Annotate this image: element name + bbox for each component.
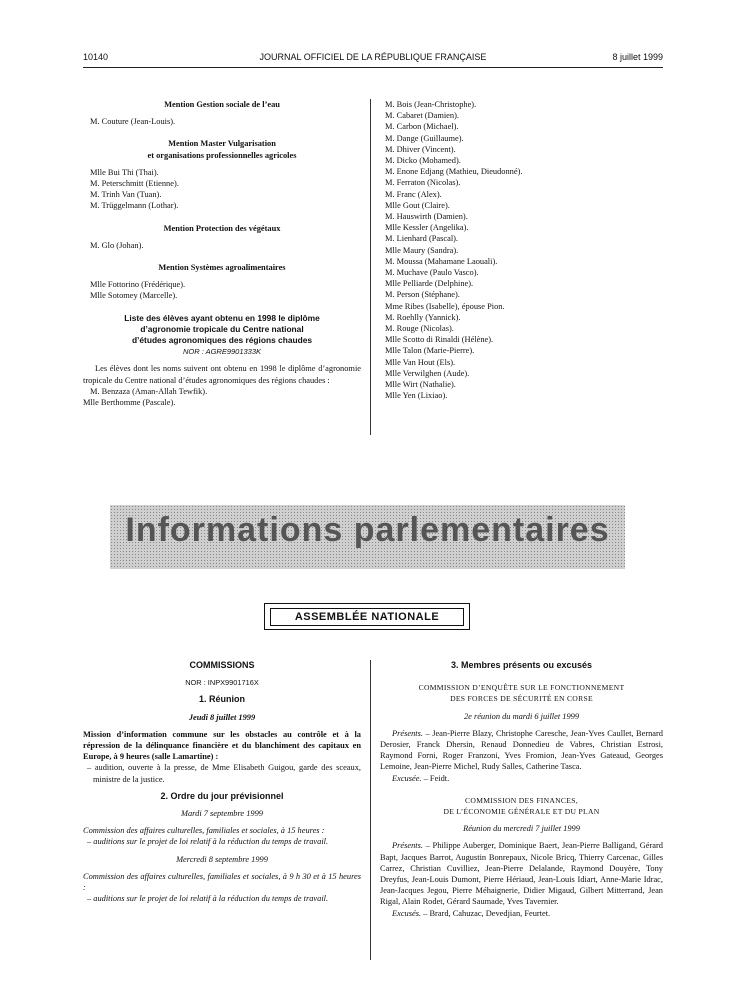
list-item: M. Enone Edjang (Mathieu, Dieudonné). — [385, 167, 523, 177]
nor-reference: NOR : INPX9901716X — [185, 678, 259, 688]
column-divider-top — [370, 99, 371, 435]
reunion-title: 1. Réunion — [198, 694, 245, 705]
mission-text: Mission d’information commune sur les obstacles au contrôle et à la répression de la délinquance financière et du blanchiment des capitaux en Europe, à 9 heures (salle Lamartine) : — [83, 729, 361, 762]
commission-title: DE L’ÉCONOMIE GÉNÉRALE ET DU PLAN — [443, 807, 600, 817]
members-present — [380, 728, 663, 773]
list-item: M. Dhiver (Vincent). — [385, 144, 456, 154]
day1-item: – auditions sur le projet de loi relatif à la réduction du temps de travail. — [87, 837, 329, 847]
list-item: M. Dange (Guillaume). — [385, 133, 464, 143]
list-item: Mlle Pelliarde (Delphine). — [385, 279, 474, 289]
mention-gestion — [83, 99, 361, 127]
section-title: 3. Membres présents ou excusés — [450, 660, 593, 670]
issue-date: 8 juillet 1999 — [612, 52, 663, 62]
ordre-title: 2. Ordre du jour prévisionnel — [160, 790, 284, 801]
day1-date: Mardi 7 septembre 1999 — [181, 809, 263, 819]
page-number: 10140 — [83, 52, 109, 62]
list-item: M. Benzaza (Aman-Allah Tewfik). — [90, 386, 208, 396]
list-item: M. Roehlly (Yannick). — [385, 312, 461, 322]
day2-commission: Commission des affaires culturelles, familiales et sociales, à 9 h 30 et à 15 heures : — [83, 871, 361, 893]
day2-date: Mercredi 8 septembre 1999 — [176, 854, 268, 864]
reunion-date: Jeudi 8 juillet 1999 — [188, 712, 256, 722]
list-item: Mlle Fottorino (Frédérique). — [90, 280, 186, 290]
list-item: M. Rouge (Nicolas). — [385, 324, 454, 334]
commission-title: COMMISSION DES FINANCES, — [465, 795, 578, 805]
list-item: M. Lienhard (Pascal). — [385, 234, 459, 244]
journal-title: JOURNAL OFFICIEL DE LA RÉPUBLIQUE FRANÇAISE — [259, 52, 487, 62]
list-item: M. Hauswirth (Damien). — [385, 212, 468, 222]
list-item: M. Cabaret (Damien). — [385, 111, 459, 121]
list-item: M. Muchave (Paulo Vasco). — [385, 268, 479, 278]
mention-systemes — [83, 262, 361, 302]
list-item: Mlle Maury (Sandra). — [385, 245, 459, 255]
liste-title: Liste des élèves ayant obtenu en 1998 le diplôme — [124, 312, 320, 323]
mention-protection — [83, 223, 361, 251]
top-left-column — [83, 99, 361, 408]
nor-reference: NOR : AGRE9901333K — [182, 347, 262, 357]
assembly-title-box — [264, 603, 470, 630]
present-list: – Philippe Auberger, Dominique Baert, Jean-Pierre Balligand, Gérard Bapt, Jacques Barrot, Augustin Bonrepaux, Nicole Bricq, Thierry Carcenac, Gilles Carrez, Christian Cuvilliez, Jean-Pierre Delalande, Raymond Douyère, Tony Dreyfus, Jean-Louis Dumont, Pierre Hériaud, Jean-Louis Idiart, Anne-Marie Idrac, Jean-Jacques Jegou, Pierre Méhaignerie, Didier Migaud, Gilbert Mitterrand, Jean Rigal, Alain Rodet, Gérard Saumade, Yves Tavernier. — [380, 841, 663, 907]
liste-title: d’études agronomiques des régions chaudes — [131, 335, 313, 346]
commission-date: 2e réunion du mardi 6 juillet 1999 — [463, 711, 580, 721]
list-item: M. Dicko (Mohamed). — [385, 156, 461, 166]
column-divider-bottom — [370, 660, 371, 960]
bottom-right-column — [380, 660, 663, 919]
mission-item: – audition, ouverte à la presse, de Mme Elisabeth Guigou, garde des sceaux, ministre de la justice. — [87, 763, 361, 784]
list-item: M. Trüggelmann (Lothar). — [90, 201, 179, 211]
excused-label: Excusée. — [392, 773, 422, 783]
mention-title: Mention Master Vulgarisation — [168, 139, 276, 149]
list-item: Mme Ribes (Isabelle), épouse Pion. — [385, 301, 505, 311]
mention-title: Mention Protection des végétaux — [163, 223, 281, 233]
members-excused — [380, 908, 663, 919]
liste-intro: Les élèves dont les noms suivent ont obtenu en 1998 le diplôme d’agronomie tropicale du Centre national d’études agronomiques des régions chaudes : — [83, 364, 361, 385]
page-header — [83, 52, 663, 66]
section-title: COMMISSIONS — [189, 660, 255, 670]
mention-title: Mention Gestion sociale de l’eau — [164, 100, 280, 109]
excused-label: Excusés. — [392, 908, 422, 918]
list-item: M. Peterschmitt (Etienne). — [90, 179, 179, 189]
list-item: M. Franc (Alex). — [385, 189, 442, 199]
list-item: Mlle Van Hout (Els). — [385, 357, 456, 367]
list-item: M. Person (Stéphane). — [385, 290, 460, 300]
excused-list: – Brard, Cahuzac, Devedjian, Feurtet. — [421, 908, 551, 918]
mention-title: Mention Systèmes agroalimentaires — [158, 263, 286, 273]
list-item: Mlle Scotto di Rinaldi (Hélène). — [385, 335, 494, 345]
header-rule — [83, 67, 663, 68]
list-item: M. Carbon (Michael). — [385, 122, 459, 132]
list-item: M. Couture (Jean-Louis). — [90, 117, 176, 127]
list-item: Mlle Wirt (Nathalie). — [385, 380, 456, 390]
list-item: M. Ferraton (Nicolas). — [385, 178, 461, 188]
members-excused — [380, 773, 663, 784]
list-item: M. Bois (Jean-Christophe). — [385, 100, 477, 109]
list-item: Mlle Gout (Claire). — [385, 200, 450, 210]
mention-master — [83, 138, 361, 211]
list-item: Mlle Talon (Marie-Pierre). — [385, 346, 475, 356]
list-item: Mlle Yen (Lixiao). — [385, 391, 448, 401]
commission-date: Réunion du mercredi 7 juillet 1999 — [463, 824, 580, 834]
list-item: Mlle Sotomey (Marcelle). — [90, 291, 178, 301]
list-item: Mlle Verwilghen (Aude). — [385, 368, 470, 378]
list-item: M. Glo (Johan). — [90, 240, 144, 250]
members-present — [380, 840, 663, 907]
banner-title: Informations parlementaires — [125, 511, 610, 549]
day1-commission: Commission des affaires culturelles, familiales et sociales, à 15 heures : — [83, 826, 325, 836]
commission-title: COMMISSION D’ENQUÊTE SUR LE FONCTIONNEMENT — [418, 683, 625, 693]
excused-list: – Feidt. — [421, 773, 450, 783]
liste-title: d’agronomie tropicale du Centre national — [140, 323, 304, 334]
assembly-title: ASSEMBLÉE NATIONALE — [270, 608, 464, 626]
list-item: Mlle Bui Thi (Thai). — [90, 167, 159, 177]
liste-diplome — [83, 313, 361, 409]
commission-title: DES FORCES DE SÉCURITÉ EN CORSE — [450, 694, 593, 704]
list-item: Mlle Kessler (Angelika). — [385, 223, 469, 233]
bottom-left-column — [83, 660, 361, 904]
list-item: M. Trinh Van (Tuan). — [90, 190, 162, 200]
mention-title: et organisations professionnelles agricoles — [147, 150, 297, 160]
informations-banner — [110, 505, 625, 569]
list-item: M. Moussa (Mahamane Laouali). — [385, 256, 498, 266]
present-label: Présents. — [392, 728, 423, 738]
top-right-column — [380, 99, 663, 401]
present-label: Présents. — [392, 841, 423, 851]
present-list: – Jean-Pierre Blazy, Christophe Caresche, Jean-Yves Caullet, Bernard Derosier, Franck Dhersin, Renaud Donnedieu de Vabres, Christian Estrosi, Raymond Forni, Roger Franzoni, Yves Fromion, Jean-Yves Gateaud, Georges Lemoine, Jean-Pierre Michel, Rudy Salles, Catherine Tasca. — [380, 728, 663, 772]
day2-item: – auditions sur le projet de loi relatif à la réduction du temps de travail. — [87, 894, 329, 904]
list-item: Mlle Berthomme (Pascale). — [83, 398, 176, 408]
